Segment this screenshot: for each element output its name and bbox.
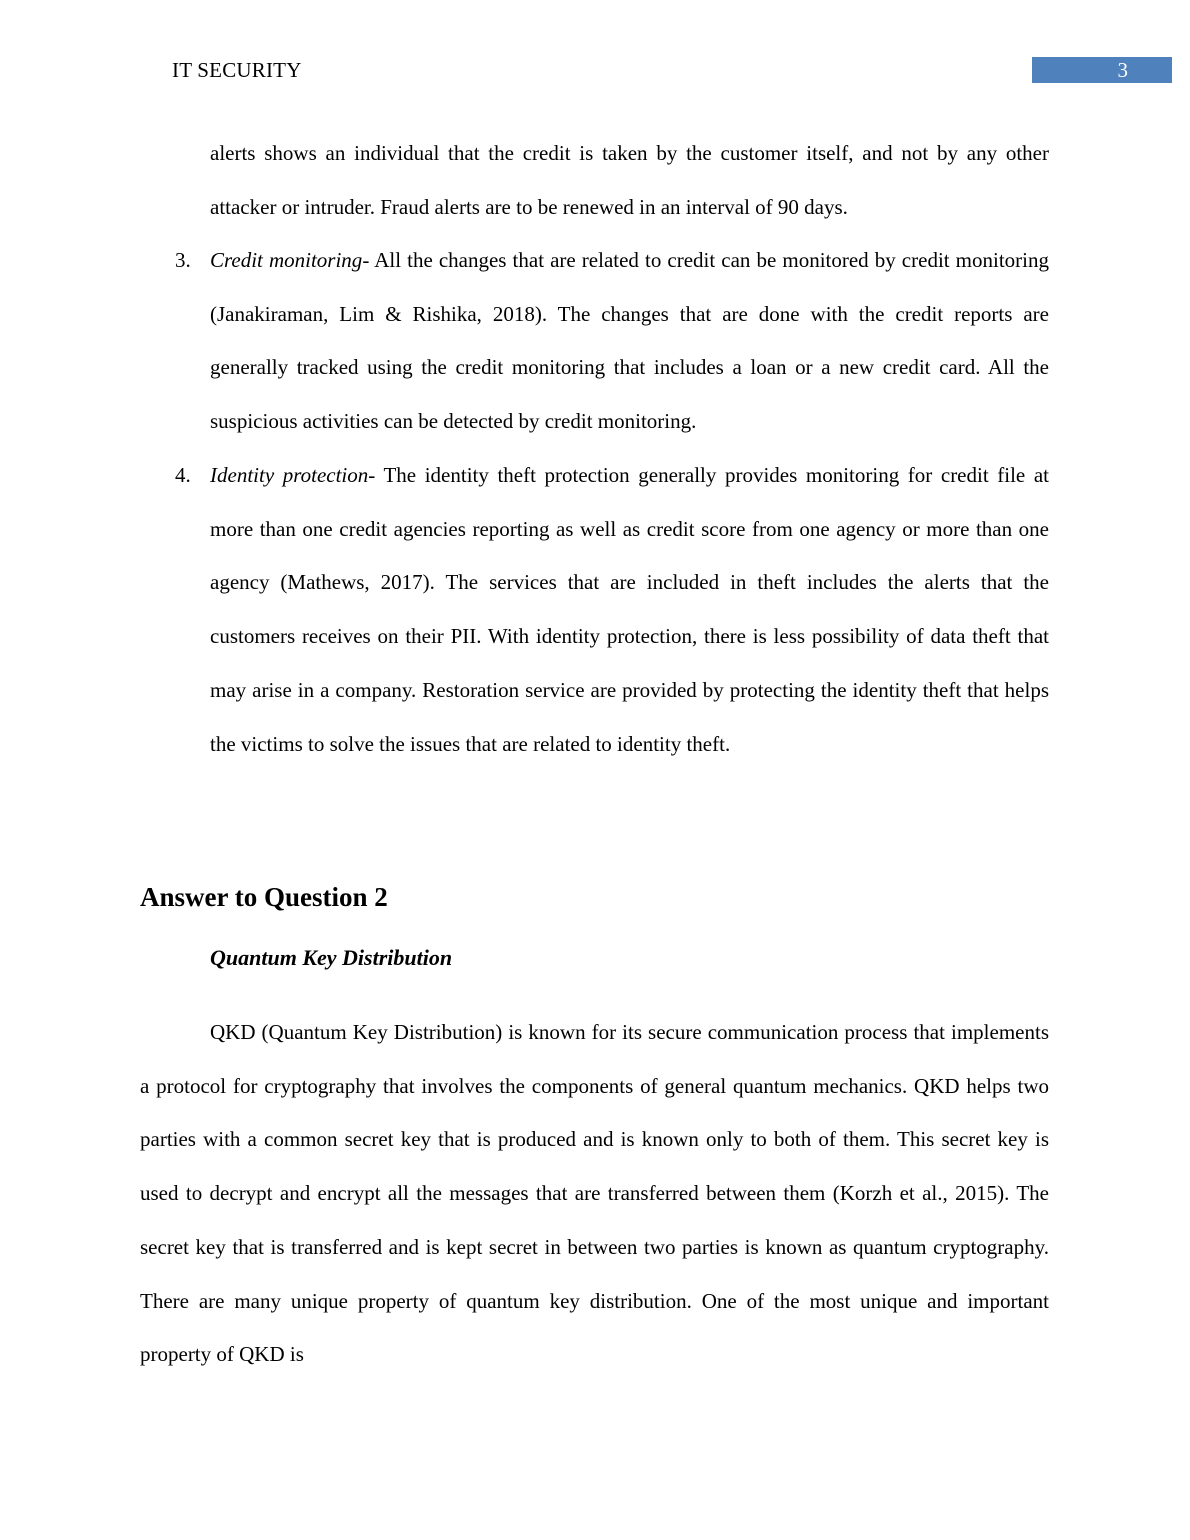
continuation-paragraph: alerts shows an individual that the credit is taken by the customer itself, and not by any other attacker or intruder. Fraud alerts are to be renewed in an interval of 90 days.: [210, 141, 1049, 219]
header-title: IT SECURITY: [172, 58, 302, 82]
body-paragraph: QKD (Quantum Key Distribution) is known for its secure communication process that implements a protocol for cryptography that involves the components of general quantum mechanics. QKD helps two parties with a common secret key that is produced and is known only to both of them. This secret key is used to decrypt and encrypt all the messages that are transferred between them (Korzh et al., 2015). The secret key that is transferred and is kept secret in between two parties is known as quantum cryptography. There are many unique property of quantum key distribution. One of the most unique and important property of QKD is: [140, 1020, 1049, 1367]
page-number-box: [1032, 57, 1172, 83]
list-number: 3.: [175, 248, 191, 272]
list-item-text: [210, 449, 1049, 771]
list-item-text: [210, 234, 1049, 449]
page-number: 3: [1117, 58, 1128, 82]
list-number: 4.: [175, 463, 191, 487]
list-item-body: - The identity theft protection generally provides monitoring for credit file at more than one credit agencies reporting as well as credit score from one agency or more than one agency (Mathews, 2017). The services that are included in theft includes the alerts that the customers receives on their PII. With identity protection, there is less possibility of data theft that may arise in a company. Restoration service are provided by protecting the identity theft that helps the victims to solve the issues that are related to identity theft.: [210, 463, 1049, 756]
list-item-body: - All the changes that are related to credit can be monitored by credit monitoring (Janakiraman, Lim & Rishika, 2018). The changes that are done with the credit reports are generally tracked using the credit monitoring that includes a loan or a new credit card. All the suspicious activities can be detected by credit monitoring.: [210, 248, 1050, 434]
section-heading: Answer to Question 2: [140, 882, 388, 912]
section-subheading: Quantum Key Distribution: [210, 945, 453, 970]
list-item-term: Credit monitoring: [210, 248, 363, 272]
list-item-term: Identity protection: [210, 463, 369, 487]
